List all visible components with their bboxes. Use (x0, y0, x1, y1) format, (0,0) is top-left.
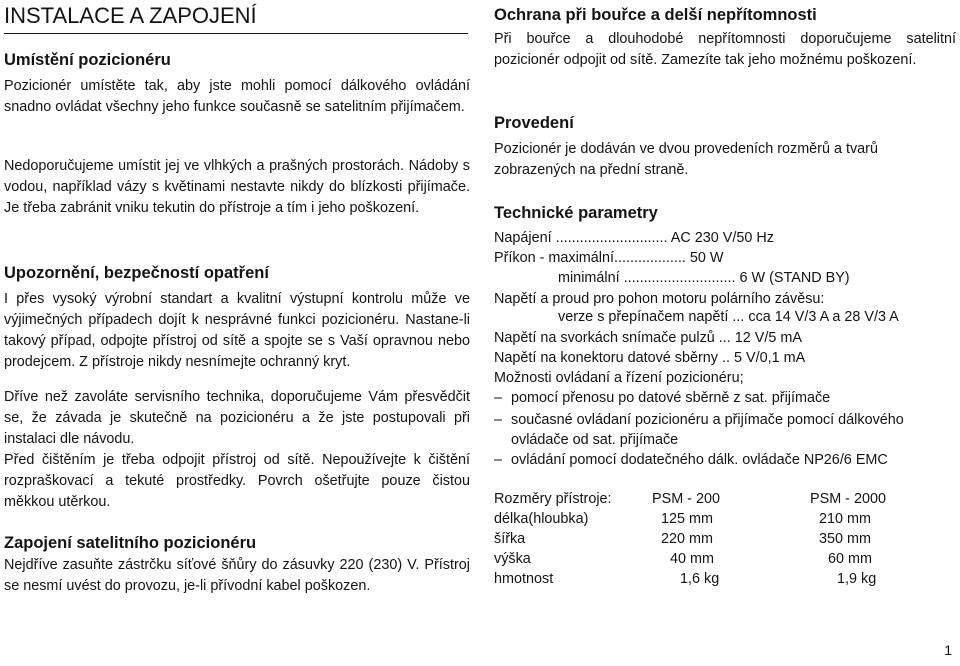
dimensions-header-psm2000: PSM - 2000 (810, 491, 886, 507)
bullet-item-extra-remote: ovládání pomocí dodatečného dálk. ovládače NP26/6 EMC (511, 452, 888, 468)
dimensions-cell-psm200: 1,6 kg (680, 571, 720, 587)
heading-technical-parameters: Technické parametry (494, 204, 658, 222)
safety-paragraph-3: Před čištěním je třeba odpojit přístroj od sítě. Nepoužívejte k čištění rozpraškovací a tekuté prostředky. Povrch ošetřujte pouze čistou měkkou utěrkou. (4, 452, 470, 510)
placement-paragraph-2: Nedoporučujeme umístit jej ve vlhkých a prašných prostorách. Nádoby s vodou, například vázy s květinami nestavte nikdy do blízkosti přijímače. Je třeba zabránit vniku tekutin do přístroje a tím i jeho poškození. (4, 158, 470, 216)
dimensions-row-label: délka(hloubka) (494, 511, 589, 527)
bullet-item-data-bus: pomocí přenosu po datové sběrně z sat. přijímače (511, 390, 831, 406)
spec-line-consumption-min: minimální ............................ 6 W (STAND BY) (558, 270, 850, 286)
dimensions-cell-psm200: 220 mm (661, 531, 713, 547)
page-title: INSTALACE A ZAPOJENÍ (4, 3, 257, 28)
spec-line-power-supply: Napájení ............................ AC 230 V/50 Hz (494, 230, 774, 246)
dimensions-cell-psm2000: 210 mm (819, 511, 871, 527)
heading-storm-protection: Ochrana při bouřce a delší nepřítomnosti (494, 6, 817, 24)
dimensions-row-label: šířka (494, 531, 526, 547)
dimensions-cell-psm2000: 1,9 kg (837, 571, 877, 587)
page-number: 1 (944, 642, 952, 658)
heading-placement: Umístění pozicionéru (4, 51, 171, 69)
safety-paragraph-1: I přes vysoký výrobní standart a kvalitní výstupní kontrolu může ve výjimečných případech dojít k nesprávné funkci pozicionéru. Nastane-li takový případ, odpojte přístroj od sítě a spojte se s Vaší opravnou nebo prodejcem. Z přístroje nikdy nesnímejte ochranný kryt. (4, 291, 470, 370)
spec-line-motor-voltage: Napětí a proud pro pohon motoru polárního závěsu: (494, 291, 825, 307)
dimensions-cell-psm2000: 60 mm (828, 551, 872, 567)
heading-versions: Provedení (494, 114, 574, 132)
dimensions-cell-psm2000: 350 mm (819, 531, 871, 547)
dimensions-header-label: Rozměry přístroje: (494, 491, 612, 507)
spec-line-voltage-switch: verze s přepínačem napětí ... cca 14 V/3 A a 28 V/3 A (558, 309, 899, 325)
heading-safety: Upozornění, bezpečností opatření (4, 264, 269, 282)
title-rule (4, 33, 468, 34)
dimensions-header-psm200: PSM - 200 (652, 491, 720, 507)
dimensions-cell-psm200: 125 mm (661, 511, 713, 527)
safety-paragraph-2: Dříve než zavoláte servisního technika, doporučujeme Vám přesvědčit se, že závada je skutečně na pozicionéru a že jste postupovali při instalaci dle návodu. (4, 389, 470, 447)
spec-line-data-bus: Napětí na konektoru datové sběrny .. 5 V/0,1 mA (494, 350, 806, 366)
versions-paragraph: Pozicionér je dodáván ve dvou provedeních rozměrů a tvarů zobrazených na přední straně. (494, 141, 878, 178)
bullet-dash: – (494, 390, 503, 406)
bullet-item-remote-control: současné ovládaní pozicionéru a přijímače pomocí dálkového ovládače od sat. přijímače (511, 412, 904, 448)
connection-paragraph-1: Nejdříve zasuňte zástrčku síťové šňůry do zásuvky 220 (230) V. Přístroj se nesmí uvést do provozu, je-li přívodní kabel poškozen. (4, 557, 470, 594)
spec-line-pulse-sensor: Napětí na svorkách snímače pulzů ... 12 V/5 mA (494, 330, 802, 346)
bullet-dash: – (494, 412, 503, 428)
spec-line-consumption-max: Příkon - maximální.................. 50 W (494, 250, 724, 266)
dimensions-row-label: výška (494, 551, 531, 567)
dimensions-row-label: hmotnost (494, 571, 554, 587)
bullet-dash: – (494, 452, 503, 468)
storm-paragraph: Při bouřce a dlouhodobé nepřítomnosti doporučujeme satelitní pozicionér odpojit od sítě. Zamezíte tak jeho možnému poškození. (494, 31, 956, 68)
heading-connection: Zapojení satelitního pozicionéru (4, 534, 257, 552)
placement-paragraph-1: Pozicionér umístěte tak, aby jste mohli pomocí dálkového ovládání snadno ovládat všechny jeho funkce současně se satelitním přijímačem. (4, 78, 470, 115)
dimensions-cell-psm200: 40 mm (670, 551, 714, 567)
spec-line-control-options: Možnosti ovládaní a řízení pozicionéru; (494, 370, 744, 386)
